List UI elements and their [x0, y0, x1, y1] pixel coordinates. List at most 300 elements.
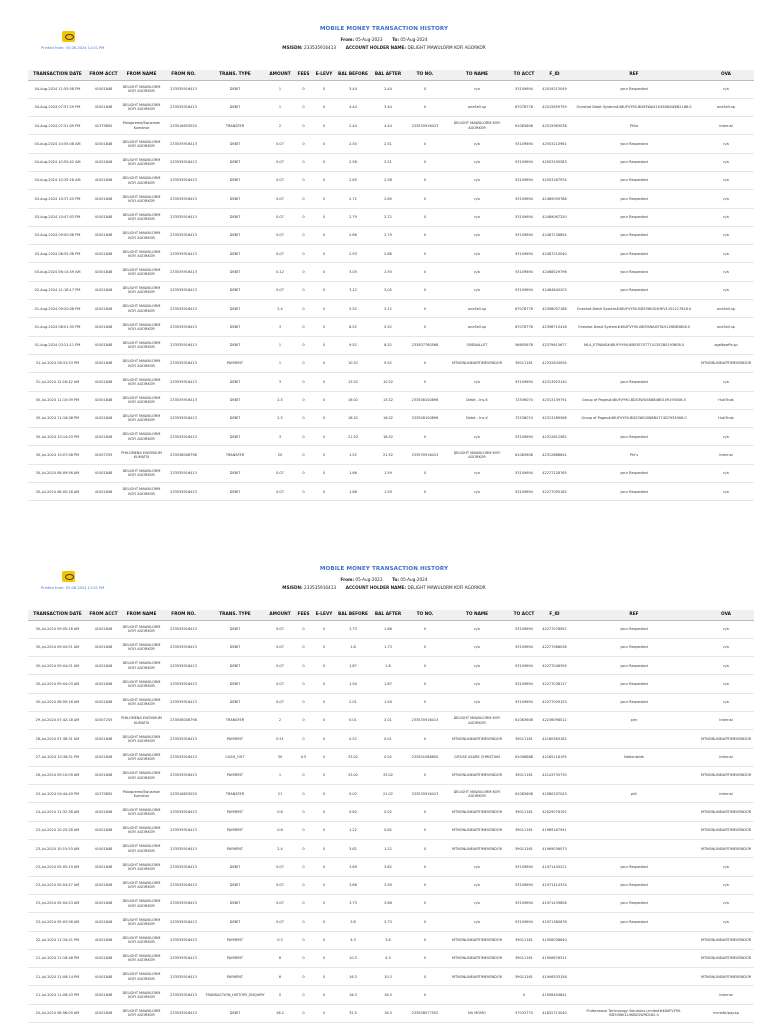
cell-trans-type: TRANSFER [204, 117, 266, 135]
cell-fees: 0 [294, 263, 313, 281]
cell-f-id: 42464640203 [539, 281, 570, 299]
cell-to-no: 0 [405, 190, 445, 208]
cell-from-no: 233535916413 [163, 300, 204, 318]
page-header [0, 540, 768, 604]
cell-to-acct: 61083608 [509, 711, 539, 729]
cell-to-no: 233535916413 [405, 711, 445, 729]
cell-ova: n/a [698, 894, 754, 912]
cell-ova: n/a [698, 913, 754, 931]
cell-bal-after: 0.02 [371, 803, 405, 821]
cell-from-no: 233535916413 [163, 318, 204, 336]
cell-bal-after: 1.22 [371, 840, 405, 858]
cell-trans-type: DEBIT [204, 675, 266, 693]
cell-bal-after: 2.79 [371, 226, 405, 244]
cell-to-acct: 53109694 [509, 190, 539, 208]
cell-ova: MTNONLINEAIRTIMEVENDOR [698, 730, 754, 748]
cell-ova: MTNONLINEAIRTIMEVENDOR [698, 354, 754, 372]
column-header-transaction-date: TRANSACTION DATE [28, 610, 87, 620]
cell-from-name: DELIGHT MAWULORM KOFI AGORKOR [120, 208, 163, 226]
table-row [28, 876, 754, 894]
cell-transaction-date: 30-Jul-2024 09:05:16 AM [28, 620, 87, 638]
cell-transaction-date: 30-Jul-2024 08:05:18 AM [28, 483, 87, 501]
table-row [28, 428, 754, 446]
cell-to-acct: 53109694 [509, 894, 539, 912]
cell-bal-before: 2.44 [335, 117, 371, 135]
cell-to-name: n/a [445, 464, 509, 482]
cell-trans-type: DEBIT [204, 373, 266, 391]
cell-from-acct: 41001848 [87, 931, 120, 949]
cell-from-no: 233538008798 [163, 711, 204, 729]
column-header-from-name: FROM NAME [120, 70, 163, 80]
cell-amount: 0.3 [266, 931, 294, 949]
cell-from-name: DELIGHT MAWULORM KOFI AGORKOR [120, 409, 163, 427]
cell-from-name: DELIGHT MAWULORM KOFI AGORKOR [120, 894, 163, 912]
table-row [28, 840, 754, 858]
cell-from-acct: 41001848 [87, 300, 120, 318]
column-header-e-levy: E-LEVY [313, 70, 335, 80]
account-info [0, 585, 768, 590]
cell-from-acct: 41001848 [87, 840, 120, 858]
cell-ref [570, 931, 698, 949]
cell-transaction-date: 30-Jul-2024 09:04:03 AM [28, 675, 87, 693]
cell-transaction-date: 30-Jul-2024 09:04:51 AM [28, 638, 87, 656]
cell-transaction-date: 23-Jul-2024 10:25:28 AM [28, 821, 87, 839]
table-row [28, 803, 754, 821]
cell-to-acct: 53109694 [509, 80, 539, 98]
cell-bal-after: 0.62 [371, 821, 405, 839]
cell-ref: your Requested [570, 876, 698, 894]
cell-amount: 0.07 [266, 483, 294, 501]
table-row [28, 117, 754, 135]
cell-e-levy: 0 [313, 638, 335, 656]
cell-ova: ageNewPs.sp [698, 336, 754, 354]
cell-from-acct: 41001848 [87, 620, 120, 638]
msisdn-label: MSISDN: [282, 45, 303, 50]
table-row [28, 968, 754, 986]
cell-amount: 3 [266, 373, 294, 391]
cell-bal-after: 1.59 [371, 483, 405, 501]
cell-bal-after: 2.93 [371, 263, 405, 281]
cell-fees: 0 [294, 245, 313, 263]
cell-ref: your Requested [570, 80, 698, 98]
cell-bal-before: 2.01 [335, 693, 371, 711]
cell-bal-after: 1.94 [371, 693, 405, 711]
cell-ova: n/a [698, 464, 754, 482]
to-date: 05-Aug-2024 [400, 577, 428, 582]
cell-trans-type: DEBIT [204, 620, 266, 638]
cell-bal-before: 4.44 [335, 98, 371, 116]
cell-f-id: 42313189566 [539, 409, 570, 427]
cell-ref: your Requested [570, 675, 698, 693]
cell-ref: MLA_ETRANS#48UFVY90-BB03E7ST7741352B0193608.0 [570, 336, 698, 354]
cell-bal-before: 0.62 [335, 803, 371, 821]
cell-from-name: DELIGHT MAWULORM KOFI AGORKOR [120, 336, 163, 354]
cell-f-id: 42313923140 [539, 373, 570, 391]
cell-trans-type: DEBIT [204, 391, 266, 409]
cell-trans-type: DEBIT [204, 318, 266, 336]
document-title: MOBILE MONEY TRANSACTION HISTORY [319, 566, 449, 572]
table-row [28, 730, 754, 748]
cell-from-acct: 41001848 [87, 986, 120, 1004]
cell-fees: 0 [294, 803, 313, 821]
cell-to-acct: 72536074 [509, 391, 539, 409]
table-row [28, 263, 754, 281]
cell-amount: 0.07 [266, 894, 294, 912]
cell-amount: 6 [266, 968, 294, 986]
cell-to-no: 0 [405, 318, 445, 336]
cell-amount: 0.07 [266, 226, 294, 244]
cell-to-no: 0 [405, 693, 445, 711]
cell-from-name: PHILOMENA EWONSUM KUMATSI [120, 446, 163, 464]
cell-ova: mcredit/pay.sp [698, 1004, 754, 1022]
cell-trans-type: DEBIT [204, 153, 266, 171]
printed-timestamp: Printed from: 05-08-2024 11:01 PM [41, 586, 105, 590]
cell-f-id: 42503195583 [539, 153, 570, 171]
cell-from-name: DELIGHT MAWULORM KOFI AGORKOR [120, 300, 163, 318]
column-header-from-acct: FROM ACCT [87, 610, 120, 620]
cell-from-name: DELIGHT MAWULORM KOFI AGORKOR [120, 245, 163, 263]
cell-transaction-date: 04-Aug-2024 07:57:29 PM [28, 98, 87, 116]
column-header-from-acct: FROM ACCT [87, 70, 120, 80]
cell-fees: 0 [294, 354, 313, 372]
table-row [28, 281, 754, 299]
cell-ref: your Requested [570, 620, 698, 638]
cell-ova: internal [698, 986, 754, 1004]
cell-amount: 3 [266, 428, 294, 446]
from-date: 05-Aug-2023 [355, 37, 383, 42]
cell-amount: 0.07 [266, 245, 294, 263]
cell-f-id: 42487210040 [539, 245, 570, 263]
cell-to-name: MTNONLINEAIRTIMEVENDOR [445, 968, 509, 986]
cell-trans-type: DEBIT [204, 464, 266, 482]
cell-bal-after: 3.73 [371, 913, 405, 931]
cell-e-levy: 0 [313, 190, 335, 208]
cell-to-name: n/a [445, 876, 509, 894]
page-header [0, 0, 768, 64]
cell-trans-type: CASH_OUT [204, 748, 266, 766]
cell-to-acct: 39011161 [509, 949, 539, 967]
cell-ova: n/a [698, 226, 754, 244]
cell-to-no: 0 [405, 263, 445, 281]
cell-from-acct: 41001848 [87, 748, 120, 766]
cell-to-acct: 53109694 [509, 263, 539, 281]
cell-transaction-date: 31-Jul-2024 12:16:42 AM [28, 373, 87, 391]
column-header-fees: FEES [294, 70, 313, 80]
cell-trans-type: DEBIT [204, 98, 266, 116]
cell-to-acct: 39011161 [509, 840, 539, 858]
to-date: 05-Aug-2024 [400, 37, 428, 42]
cell-bal-before: 3.12 [335, 281, 371, 299]
cell-bal-before: 10.52 [335, 354, 371, 372]
table-row [28, 1004, 754, 1022]
cell-bal-after: 3.8 [371, 931, 405, 949]
cell-from-name: DELIGHT MAWULORM KOFI AGORKOR [120, 354, 163, 372]
cell-bal-before: 2.50 [335, 135, 371, 153]
cell-to-acct: 39011161 [509, 821, 539, 839]
cell-fees: 0 [294, 171, 313, 189]
cell-from-name: DELIGHT MAWULORM KOFI AGORKOR [120, 80, 163, 98]
cell-ova: n/a [698, 675, 754, 693]
cell-amount: 0.07 [266, 190, 294, 208]
cell-to-acct: 67078778 [509, 318, 539, 336]
cell-to-acct: 53109694 [509, 638, 539, 656]
cell-bal-before: 33.02 [335, 766, 371, 784]
cell-e-levy: 0 [313, 391, 335, 409]
table-row [28, 657, 754, 675]
cell-fees: 0 [294, 190, 313, 208]
cell-e-levy: 0 [313, 245, 335, 263]
cell-bal-before: 16.02 [335, 391, 371, 409]
cell-ref: Group of Pages#48UFVY90-BD03WGSK8B4B0109193008.0 [570, 391, 698, 409]
cell-from-no: 233535916413 [163, 657, 204, 675]
cell-from-name: DELIGHT MAWULORM KOFI AGORKOR [120, 171, 163, 189]
cell-ova: n/a [698, 483, 754, 501]
cell-from-acct: 41001848 [87, 190, 120, 208]
cell-fees: 0 [294, 336, 313, 354]
cell-from-acct: 41001848 [87, 373, 120, 391]
cell-ref: your Requested [570, 693, 698, 711]
cell-to-name: oneSell.sp [445, 300, 509, 318]
cell-transaction-date: 03-Aug-2024 10:47:03 PM [28, 208, 87, 226]
cell-ref [570, 968, 698, 986]
table-row [28, 748, 754, 766]
cell-amount: 3 [266, 318, 294, 336]
table-row [28, 675, 754, 693]
cell-e-levy: 0 [313, 748, 335, 766]
cell-trans-type: DEBIT [204, 693, 266, 711]
cell-trans-type: PAYMENT [204, 354, 266, 372]
cell-ref [570, 949, 698, 967]
column-header-f-id: F_ID [539, 610, 570, 620]
cell-bal-before: 9.52 [335, 336, 371, 354]
cell-fees: 0 [294, 894, 313, 912]
cell-to-acct: 53109694 [509, 373, 539, 391]
cell-from-no: 233516653020 [163, 785, 204, 803]
column-header-from-no: FROM NO. [163, 610, 204, 620]
cell-to-acct: 53109694 [509, 657, 539, 675]
column-header-transaction-date: TRANSACTION DATE [28, 70, 87, 80]
cell-to-acct: 39011161 [509, 931, 539, 949]
cell-ova: n/a [698, 190, 754, 208]
cell-from-no: 233535916413 [163, 409, 204, 427]
cell-trans-type: PAYMENT [204, 766, 266, 784]
cell-to-acct: 39011161 [509, 354, 539, 372]
cell-ref: Oneshot Debit System#48UFVY90-BD93WAX5TAH11BE6D808.0 [570, 318, 698, 336]
cell-from-name: DELIGHT MAWULORM KOFI AGORKOR [120, 226, 163, 244]
cell-to-acct: 53109694 [509, 208, 539, 226]
cell-bal-after: 18.52 [371, 428, 405, 446]
cell-to-name: Debit - Inv.X [445, 409, 509, 427]
cell-bal-before: 2.86 [335, 226, 371, 244]
column-header-ova: OVA [698, 610, 754, 620]
cell-f-id: 42515659759 [539, 98, 570, 116]
column-header-amount: AMOUNT [266, 610, 294, 620]
cell-f-id: 41971380678 [539, 913, 570, 931]
cell-transaction-date: 30-Jul-2024 09:04:01 AM [28, 657, 87, 675]
cell-bal-before: 1.66 [335, 483, 371, 501]
cell-from-acct: 41001848 [87, 208, 120, 226]
cell-amount: 0.07 [266, 675, 294, 693]
cell-ref: your Requested [570, 135, 698, 153]
cell-e-levy: 0 [313, 913, 335, 931]
cell-f-id: 42313139791 [539, 391, 570, 409]
cell-trans-type: DEBIT [204, 894, 266, 912]
cell-to-acct: 53109694 [509, 464, 539, 482]
cell-from-name: DELIGHT MAWULORM KOFI AGORKOR [120, 263, 163, 281]
cell-bal-before: 33.02 [335, 748, 371, 766]
cell-amount: 2.5 [266, 391, 294, 409]
cell-to-name: DELIGHT MAWULORM KOFI AGORKOR [445, 446, 509, 464]
cell-trans-type: PAYMENT [204, 840, 266, 858]
cell-ref: your Requested [570, 226, 698, 244]
cell-to-name: NU MOMO [445, 1004, 509, 1022]
cell-from-no: 233535916413 [163, 693, 204, 711]
cell-e-levy: 0 [313, 153, 335, 171]
cell-ova: MTNONLINEAIRTIMEVENDOR [698, 931, 754, 949]
cell-f-id: 42277009153 [539, 693, 570, 711]
cell-from-name: DELIGHT MAWULORM KOFI AGORKOR [120, 693, 163, 711]
table-row [28, 483, 754, 501]
cell-to-name: n/a [445, 208, 509, 226]
cell-fees: 0 [294, 638, 313, 656]
cell-from-no: 233535916413 [163, 153, 204, 171]
cell-trans-type: DEBIT [204, 80, 266, 98]
cell-from-no: 233535916413 [163, 840, 204, 858]
table-row [28, 986, 754, 1004]
table-body [28, 620, 754, 1023]
cell-to-name: n/a [445, 428, 509, 446]
transactions-table [28, 610, 754, 1023]
cell-from-acct: 41007255 [87, 446, 120, 464]
cell-e-levy: 0 [313, 785, 335, 803]
cell-transaction-date: 26-Jul-2024 09:10:09 AM [28, 766, 87, 784]
cell-from-name: PHILOMENA EWONSUM KUMATSI [120, 711, 163, 729]
cell-bal-after: 3.44 [371, 98, 405, 116]
cell-ova: n/a [698, 657, 754, 675]
cell-fees: 0 [294, 391, 313, 409]
cell-to-no: 0 [405, 153, 445, 171]
cell-fees: 0 [294, 986, 313, 1004]
cell-from-name: DELIGHT MAWULORM KOFI AGORKOR [120, 766, 163, 784]
cell-to-name: n/a [445, 263, 509, 281]
cell-to-name: Debit - Inv.X [445, 391, 509, 409]
cell-fees: 0 [294, 464, 313, 482]
cell-to-name: MTNONLINEAIRTIMEVENDOR [445, 354, 509, 372]
cell-to-name: n/a [445, 620, 509, 638]
cell-e-levy: 0 [313, 483, 335, 501]
cell-from-no: 233535916413 [163, 245, 204, 263]
table-row [28, 153, 754, 171]
holder-value: DELIGHT MAWULORM KOFI AGORKOR [407, 585, 486, 590]
cell-f-id: 42468529796 [539, 263, 570, 281]
cell-bal-after: 2.86 [371, 245, 405, 263]
cell-from-name: DELIGHT MAWULORM KOFI AGORKOR [120, 135, 163, 153]
cell-bal-after: 2.58 [371, 171, 405, 189]
cell-fees: 0 [294, 135, 313, 153]
cell-bal-after: 1.87 [371, 675, 405, 693]
cell-amount: 16.2 [266, 1004, 294, 1022]
cell-bal-before: 2.58 [335, 153, 371, 171]
cell-e-levy: 0 [313, 336, 335, 354]
cell-amount: 1 [266, 98, 294, 116]
cell-to-acct: 53109694 [509, 281, 539, 299]
cell-from-no: 233535916413 [163, 263, 204, 281]
cell-fees: 0 [294, 98, 313, 116]
msisdn-value: 233535916413 [304, 45, 337, 50]
cell-fees: 0.5 [294, 748, 313, 766]
cell-from-acct: 41001848 [87, 135, 120, 153]
cell-fees: 0 [294, 80, 313, 98]
cell-from-no: 233535916413 [163, 428, 204, 446]
cell-from-name: DELIGHT MAWULORM KOFI AGORKOR [120, 190, 163, 208]
cell-ova: n/a [698, 428, 754, 446]
cell-from-name: DELIGHT MAWULORM KOFI AGORKOR [120, 153, 163, 171]
cell-fees: 0 [294, 949, 313, 967]
table-row [28, 949, 754, 967]
cell-ova: internal [698, 711, 754, 729]
cell-bal-before: 1.8 [335, 638, 371, 656]
cell-to-name: OBENALLET [445, 336, 509, 354]
cell-from-acct: 41001848 [87, 968, 120, 986]
cell-to-name: DELIGHT MAWULORM KOFI AGORKOR [445, 785, 509, 803]
cell-trans-type: PAYMENT [204, 803, 266, 821]
table-row [28, 464, 754, 482]
cell-to-no: 233508077502 [405, 1004, 445, 1022]
cell-ref: your Requested [570, 281, 698, 299]
cell-trans-type: DEBIT [204, 638, 266, 656]
cell-f-id: 42487238854 [539, 226, 570, 244]
cell-e-levy: 0 [313, 300, 335, 318]
cell-amount: 0.07 [266, 858, 294, 876]
cell-to-name: n/a [445, 483, 509, 501]
cell-from-no: 233538008798 [163, 446, 204, 464]
cell-to-no: 0 [405, 876, 445, 894]
column-header-f-id: F_ID [539, 70, 570, 80]
cell-transaction-date: 25-Jul-2024 04:44:49 PM [28, 785, 87, 803]
cell-from-acct: 41001848 [87, 821, 120, 839]
cell-from-no: 233535916413 [163, 373, 204, 391]
cell-ref: your Requested [570, 428, 698, 446]
cell-to-name: n/a [445, 373, 509, 391]
column-header-from-no: FROM NO. [163, 70, 204, 80]
transactions-table [28, 70, 754, 501]
cell-from-no: 233535916413 [163, 821, 204, 839]
cell-from-acct: 41001848 [87, 464, 120, 482]
cell-from-name: DELIGHT MAWULORM KOFI AGORKOR [120, 675, 163, 693]
cell-bal-before: 10.3 [335, 949, 371, 967]
holder-label: ACCOUNT HOLDER NAME: [345, 45, 407, 50]
cell-from-no: 233535916413 [163, 208, 204, 226]
cell-e-levy: 0 [313, 318, 335, 336]
cell-to-name: MTNONLINEAIRTIMEVENDOR [445, 949, 509, 967]
cell-from-no: 233535916413 [163, 638, 204, 656]
cell-trans-type: PAYMENT [204, 949, 266, 967]
cell-bal-after: 0.01 [371, 730, 405, 748]
cell-from-no: 233535916413 [163, 730, 204, 748]
cell-ref: p/m [570, 711, 698, 729]
cell-ova: MTNONLINEAIRTIMEVENDOR [698, 968, 754, 986]
cell-f-id: 42312812582 [539, 428, 570, 446]
column-header-to-name: TO NAME [445, 70, 509, 80]
column-header-bal-before: BAL BEFORE [335, 70, 371, 80]
cell-fees: 0 [294, 785, 313, 803]
cell-fees: 0 [294, 281, 313, 299]
cell-amount: 0.07 [266, 620, 294, 638]
table-row [28, 858, 754, 876]
cell-to-acct: 53109694 [509, 483, 539, 501]
cell-ref: your Requested [570, 638, 698, 656]
cell-bal-before: 3.05 [335, 263, 371, 281]
